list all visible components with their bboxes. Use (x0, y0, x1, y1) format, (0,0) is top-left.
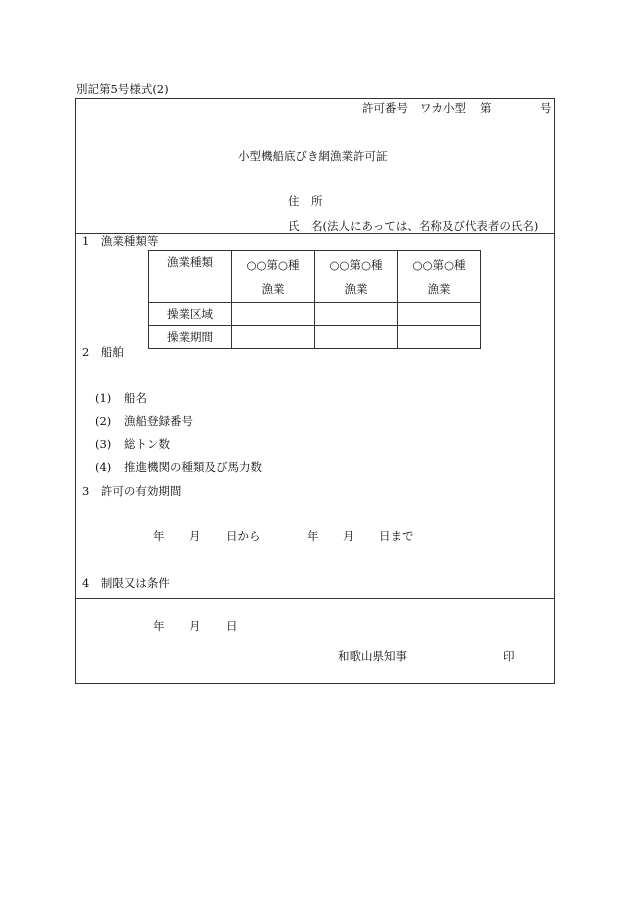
name-label: 氏 名(法人にあっては、名称及び代表者の氏名) (288, 219, 539, 233)
valid-to-year: 年 (307, 529, 319, 543)
issue-month: 月 (189, 619, 201, 633)
fishery-col-3-bottom: 漁業 (427, 281, 451, 296)
vessel-item-2-label: 漁船登録番号 (124, 414, 193, 428)
permit-go: 号 (540, 101, 552, 115)
permit-number-label: 許可番号 (362, 101, 408, 115)
fishery-type-col-3 (398, 251, 481, 303)
fishery-type-col-1 (232, 251, 315, 303)
operating-area-cell-3 (398, 303, 481, 326)
fishery-type-col-2 (315, 251, 398, 303)
vessel-item-4-num: (4) (95, 460, 112, 474)
seal-mark: 印 (503, 649, 515, 663)
section4-heading: 4 制限又は条件 (82, 576, 170, 590)
vessel-item-1-label: 船名 (124, 391, 147, 405)
issue-day: 日 (226, 619, 238, 633)
valid-from-year: 年 (153, 529, 165, 543)
vessel-item-1-num: (1) (95, 391, 112, 405)
form-frame (75, 98, 555, 684)
vessel-item-3-label: 総トン数 (124, 437, 170, 451)
address-label: 住 所 (288, 194, 323, 208)
valid-from-month: 月 (189, 529, 201, 543)
permit-dai: 第 (480, 101, 492, 115)
valid-from-day: 日から (226, 529, 261, 543)
form-label: 別記第5号様式(2) (76, 82, 169, 96)
document-title: 小型機船底びき網漁業許可証 (238, 149, 388, 163)
fishery-col-2-bottom: 漁業 (344, 281, 368, 296)
operating-area-cell-1 (232, 303, 315, 326)
vessel-item-4-label: 推進機関の種類及び馬力数 (124, 460, 262, 474)
issue-year: 年 (153, 619, 165, 633)
table-row (149, 303, 481, 326)
section2-heading: 2 船舶 (82, 345, 124, 359)
valid-to-day: 日まで (379, 529, 414, 543)
fishery-col-2-top: ○○第○種 (329, 257, 383, 272)
fishery-col-3-top: ○○第○種 (412, 257, 466, 272)
row-label-fishery-type: 漁業種類 (149, 251, 232, 303)
fishery-col-1-bottom: 漁業 (261, 281, 285, 296)
operating-period-cell-3 (398, 326, 481, 349)
issuer-name: 和歌山県知事 (338, 649, 407, 663)
fishery-col-1-top: ○○第○種 (246, 257, 300, 272)
divider-bottom (75, 598, 555, 599)
section1-heading: 1 漁業種類等 (82, 234, 159, 248)
section3-heading: 3 許可の有効期間 (82, 484, 182, 498)
row-label-operating-period: 操業期間 (149, 326, 232, 349)
table-row (149, 251, 481, 303)
row-label-operating-area: 操業区域 (149, 303, 232, 326)
valid-to-month: 月 (343, 529, 355, 543)
vessel-item-2-num: (2) (95, 414, 112, 428)
operating-period-cell-2 (315, 326, 398, 349)
operating-period-cell-1 (232, 326, 315, 349)
vessel-item-3-num: (3) (95, 437, 112, 451)
operating-area-cell-2 (315, 303, 398, 326)
table-row (149, 326, 481, 349)
fishery-type-table (148, 250, 481, 349)
permit-prefix: ワカ小型 (420, 101, 466, 115)
